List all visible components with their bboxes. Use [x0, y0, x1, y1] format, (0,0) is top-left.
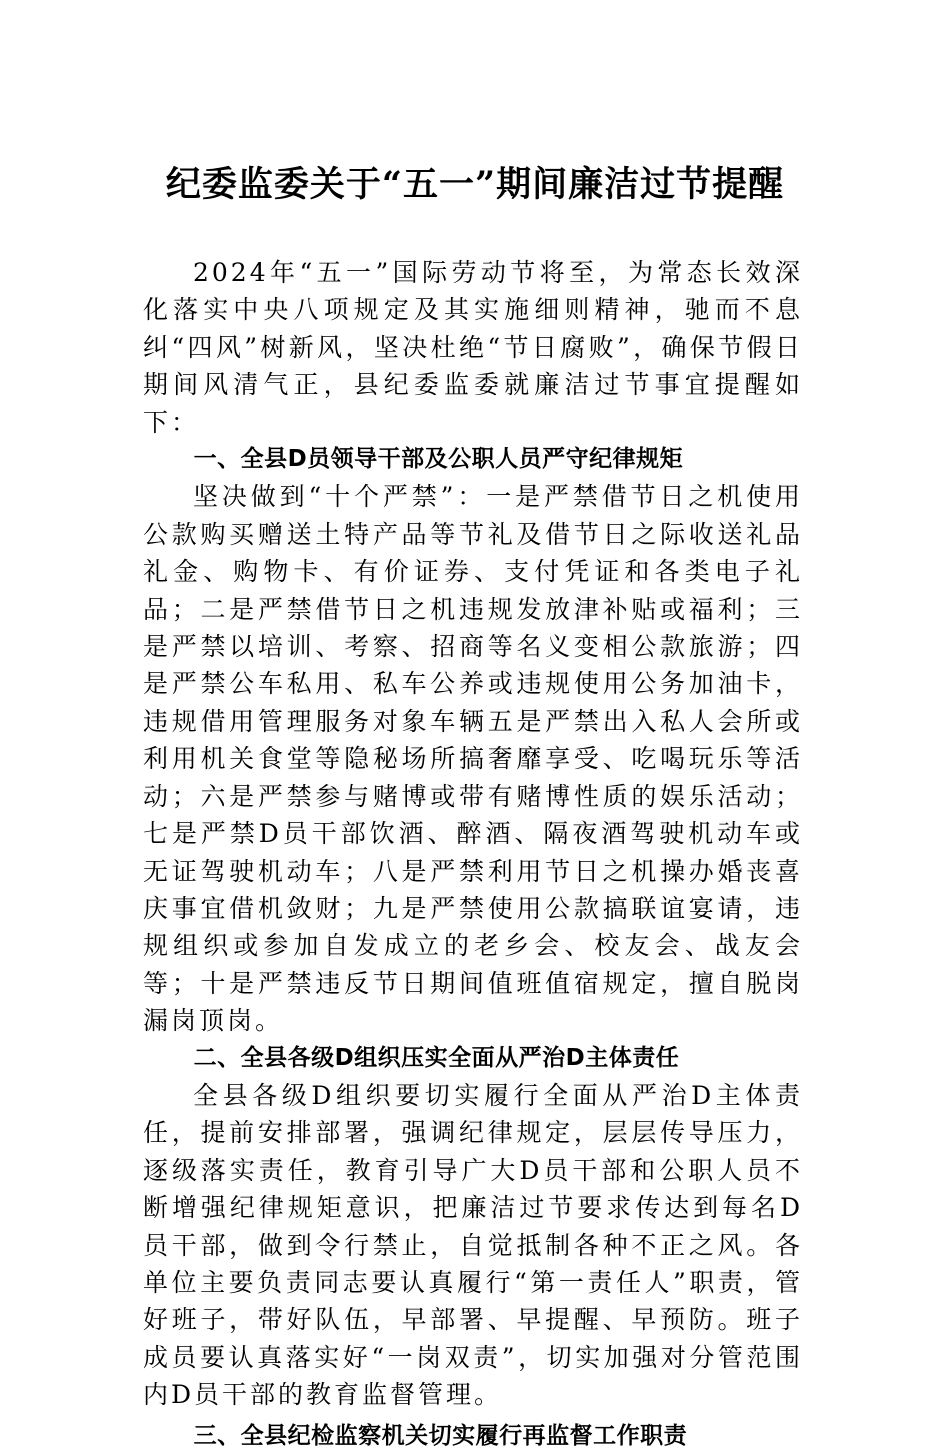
- section-heading-1: 一、全县D员领导干部及公职人员严守纪律规矩: [193, 446, 684, 473]
- section-heading-2: 二、全县各级D组织压实全面从严治D主体责任: [193, 1044, 680, 1071]
- intro-paragraph: 2024年“五一”国际劳动节将至，为常态长效深化落实中央八项规定及其实施细则精神，驰而不息纠“四风”树新风，坚决杜绝“节日腐败”，确保节假日期间风清气正，县纪委监委就廉洁过节事宜提醒如下：: [143, 258, 803, 437]
- section-body-1: 坚决做到“十个严禁”：一是严禁借节日之机使用公款购买赠送土特产品等节礼及借节日之际收送礼品礼金、购物卡、有价证券、支付凭证和各类电子礼品；二是严禁借节日之机违规发放津补贴或福利；三是严禁以培训、考察、招商等名义变相公款旅游；四是严禁公车私用、私车公养或违规使用公务加油卡，违规借用管理服务对象车辆五是严禁出入私人会所或利用机关食堂等隐秘场所搞奢靡享受、吃喝玩乐等活动；六是严禁参与赌博或带有赌博性质的娱乐活动；七是严禁D员干部饮酒、醉酒、隔夜酒驾驶机动车或无证驾驶机动车；八是严禁利用节日之机操办婚丧喜庆事宜借机敛财；九是严禁使用公款搞联谊宴请，违规组织或参加自发成立的老乡会、校友会、战友会等；十是严禁违反节日期间值班值宿规定，擅自脱岗漏岗顶岗。: [143, 482, 803, 1036]
- document-body: [143, 254, 803, 1455]
- document-title: 纪委监委关于“五一”期间廉洁过节提醒: [165, 164, 785, 205]
- section-body-2: 全县各级D组织要切实履行全面从严治D主体责任，提前安排部署，强调纪律规定，层层传导压力，逐级落实责任，教育引导广大D员干部和公职人员不断增强纪律规矩意识，把廉洁过节要求传达到每名D员干部，做到令行禁止，自觉抵制各种不正之风。各单位主要负责同志要认真履行“第一责任人”职责，管好班子，带好队伍，早部署、早提醒、早预防。班子成员要认真落实好“一岗双责”，切实加强对分管范围内D员干部的教育监督管理。: [143, 1080, 803, 1410]
- section-heading-3: 三、全县纪检监察机关切实履行再监督工作职责: [193, 1422, 688, 1449]
